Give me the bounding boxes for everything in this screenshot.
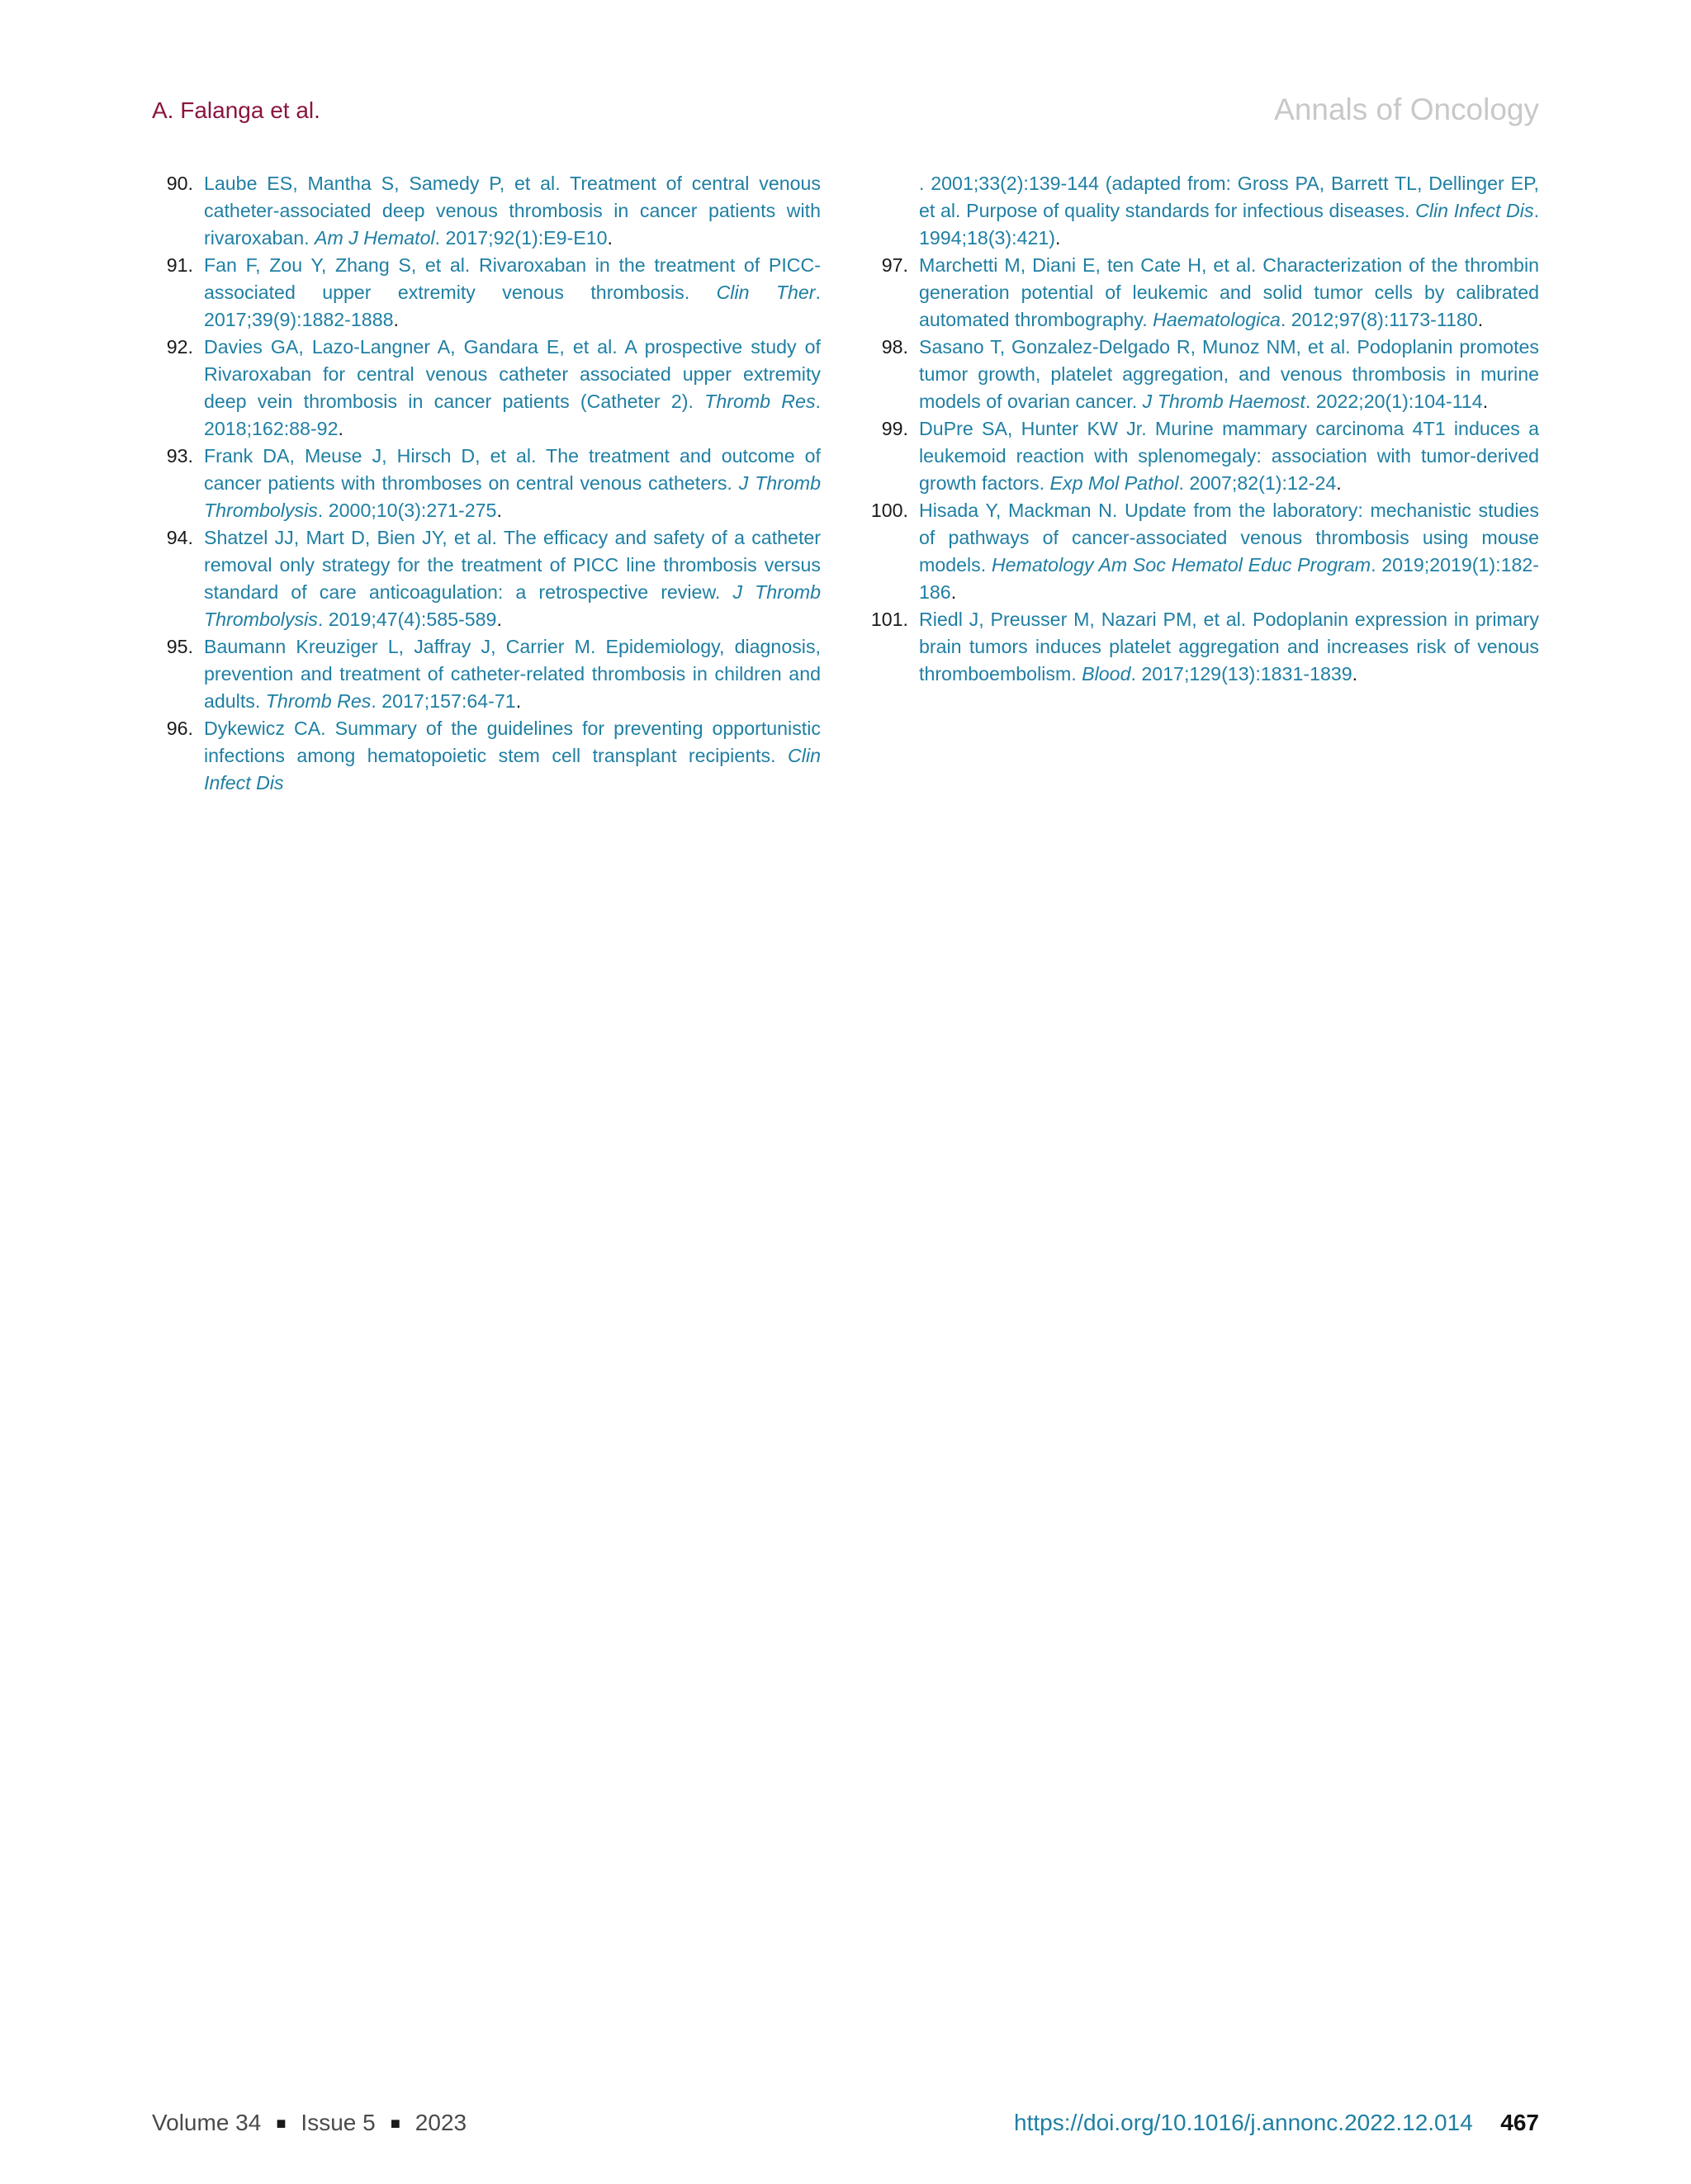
reference-link[interactable]: Dykewicz CA. Summary of the guidelines for preventing opportunistic infections among hematopoietic stem cell transplant recipients. Clin Infect Dis <box>204 718 821 794</box>
reference-number: 98. <box>881 336 908 358</box>
reference-link[interactable]: Shatzel JJ, Mart D, Bien JY, et al. The efficacy and safety of a catheter removal only strategy for the treatment of PICC line thrombosis versus standard of care anticoagulation: a retrospective review. J Thromb Thrombolysis. 2019;47(4):585-589 <box>204 527 821 630</box>
reference-100: 100. Hisada Y, Mackman N. Update from the laboratory: mechanistic studies of pathways of cancer-associated venous thrombosis using mouse models. Hematology Am Soc Hematol Educ Program. 2019;2019(1):182-186. <box>867 497 1539 606</box>
reference-number: 91. <box>166 254 193 276</box>
reference-number: 97. <box>881 254 908 276</box>
reference-link[interactable]: . 2001;33(2):139-144 (adapted from: Gross PA, Barrett TL, Dellinger EP, et al. Purpose of quality standards for infectious diseases. Clin Infect Dis. 1994;18(3):421) <box>919 173 1540 249</box>
reference-93: 93. Frank DA, Meuse J, Hirsch D, et al. The treatment and outcome of cancer patients with thromboses on central venous catheters. J Thromb Thrombolysis. 2000;10(3):271-275. <box>152 443 821 524</box>
reference-link[interactable]: Sasano T, Gonzalez-Delgado R, Munoz NM, et al. Podoplanin promotes tumor growth, platelet aggregation, and venous thrombosis in murine models of ovarian cancer. J Thromb Haemost. 2022;20(1):104-114 <box>919 336 1539 412</box>
separator-square-icon: ■ <box>276 2115 287 2133</box>
reference-link[interactable]: Fan F, Zou Y, Zhang S, et al. Rivaroxaban in the treatment of PICC-associated upper extremity venous thrombosis. Clin Ther. 2017;39(9):1882-1888 <box>204 254 821 330</box>
page-number: 467 <box>1500 2110 1539 2135</box>
running-head-authors: A. Falanga et al. <box>152 97 320 123</box>
references-column-right <box>867 170 1539 688</box>
reference-95: 95. Baumann Kreuziger L, Jaffray J, Carrier M. Epidemiology, diagnosis, prevention and treatment of catheter-related thrombosis in children and adults. Thromb Res. 2017;157:64-71. <box>152 633 821 715</box>
reference-97: 97. Marchetti M, Diani E, ten Cate H, et al. Characterization of the thrombin generation potential of leukemic and solid tumor cells by calibrated automated thrombography. Haematologica. 2012;97(8):1173-1180. <box>867 252 1539 334</box>
reference-number: 100. <box>870 500 908 521</box>
reference-90: 90. Laube ES, Mantha S, Samedy P, et al. Treatment of central venous catheter-associated deep venous thrombosis in cancer patients with rivaroxaban. Am J Hematol. 2017;92(1):E9-E10. <box>152 170 821 252</box>
reference-91: 91. Fan F, Zou Y, Zhang S, et al. Rivaroxaban in the treatment of PICC-associated upper extremity venous thrombosis. Clin Ther. 2017;39(9):1882-1888. <box>152 252 821 334</box>
reference-96-continued: . 2001;33(2):139-144 (adapted from: Gross PA, Barrett TL, Dellinger EP, et al. Purpose of quality standards for infectious diseases. Clin Infect Dis. 1994;18(3):421). <box>919 173 1540 249</box>
footer-issue: Issue 5 <box>301 2110 376 2135</box>
reference-number: 94. <box>166 527 193 548</box>
reference-number: 101. <box>870 609 908 630</box>
reference-96 <box>152 715 821 797</box>
reference-link[interactable]: DuPre SA, Hunter KW Jr. Murine mammary carcinoma 4T1 induces a leukemoid reaction with splenomegaly: association with tumor-derived growth factors. Exp Mol Pathol. 2007;82(1):12-24 <box>919 418 1539 494</box>
reference-link[interactable]: Laube ES, Mantha S, Samedy P, et al. Treatment of central venous catheter-associated deep venous thrombosis in cancer patients with rivaroxaban. Am J Hematol. 2017;92(1):E9-E10 <box>204 173 821 249</box>
reference-number: 99. <box>881 418 908 439</box>
reference-link[interactable]: Marchetti M, Diani E, ten Cate H, et al. Characterization of the thrombin generation potential of leukemic and solid tumor cells by calibrated automated thrombography. Haematologica. 2012;97(8):1173-1180 <box>919 254 1539 330</box>
reference-92: 92. Davies GA, Lazo-Langner A, Gandara E, et al. A prospective study of Rivaroxaban for central venous catheter associated upper extremity deep vein thrombosis in cancer patients (Catheter 2). Thromb Res. 2018;162:88-92. <box>152 334 821 443</box>
references-column-left <box>152 170 821 797</box>
reference-101: 101. Riedl J, Preusser M, Nazari PM, et al. Podoplanin expression in primary brain tumors induces platelet aggregation and increases risk of venous thromboembolism. Blood. 2017;129(13):1831-1839. <box>867 606 1539 688</box>
reference-link[interactable]: Riedl J, Preusser M, Nazari PM, et al. Podoplanin expression in primary brain tumors induces platelet aggregation and increases risk of venous thromboembolism. Blood. 2017;129(13):1831-1839 <box>919 609 1539 685</box>
reference-number: 96. <box>166 718 193 739</box>
footer-volume: Volume 34 <box>152 2110 262 2135</box>
reference-99: 99. DuPre SA, Hunter KW Jr. Murine mammary carcinoma 4T1 induces a leukemoid reaction with splenomegaly: association with tumor-derived growth factors. Exp Mol Pathol. 2007;82(1):12-24. <box>867 415 1539 497</box>
reference-number: 92. <box>166 336 193 358</box>
reference-number: 93. <box>166 445 193 467</box>
footer-year: 2023 <box>414 2110 467 2135</box>
reference-number: 95. <box>166 636 193 657</box>
separator-square-icon: ■ <box>390 2115 400 2133</box>
reference-link[interactable]: Hisada Y, Mackman N. Update from the laboratory: mechanistic studies of pathways of cancer-associated venous thrombosis using mouse models. Hematology Am Soc Hematol Educ Program. 2019;2019(1):182-186 <box>919 500 1539 603</box>
doi-link[interactable]: https://doi.org/10.1016/j.annonc.2022.12.014 <box>1014 2110 1473 2135</box>
reference-94: 94. Shatzel JJ, Mart D, Bien JY, et al. The efficacy and safety of a catheter removal only strategy for the treatment of PICC line thrombosis versus standard of care anticoagulation: a retrospective review. J Thromb Thrombolysis. 2019;47(4):585-589. <box>152 524 821 633</box>
reference-link[interactable]: Frank DA, Meuse J, Hirsch D, et al. The treatment and outcome of cancer patients with thromboses on central venous catheters. J Thromb Thrombolysis. 2000;10(3):271-275 <box>204 445 821 521</box>
reference-number: 90. <box>166 173 193 194</box>
running-head-journal: Annals of Oncology <box>1274 92 1539 126</box>
reference-98: 98. Sasano T, Gonzalez-Delgado R, Munoz NM, et al. Podoplanin promotes tumor growth, platelet aggregation, and venous thrombosis in murine models of ovarian cancer. J Thromb Haemost. 2022;20(1):104-114. <box>867 334 1539 415</box>
reference-link[interactable]: Davies GA, Lazo-Langner A, Gandara E, et al. A prospective study of Rivaroxaban for central venous catheter associated upper extremity deep vein thrombosis in cancer patients (Catheter 2). Thromb Res. 2018;162:88-92 <box>204 336 821 439</box>
reference-link[interactable]: Baumann Kreuziger L, Jaffray J, Carrier M. Epidemiology, diagnosis, prevention and treatment of catheter-related thrombosis in children and adults. Thromb Res. 2017;157:64-71 <box>204 636 821 712</box>
footer-issue-info <box>152 2110 467 2136</box>
